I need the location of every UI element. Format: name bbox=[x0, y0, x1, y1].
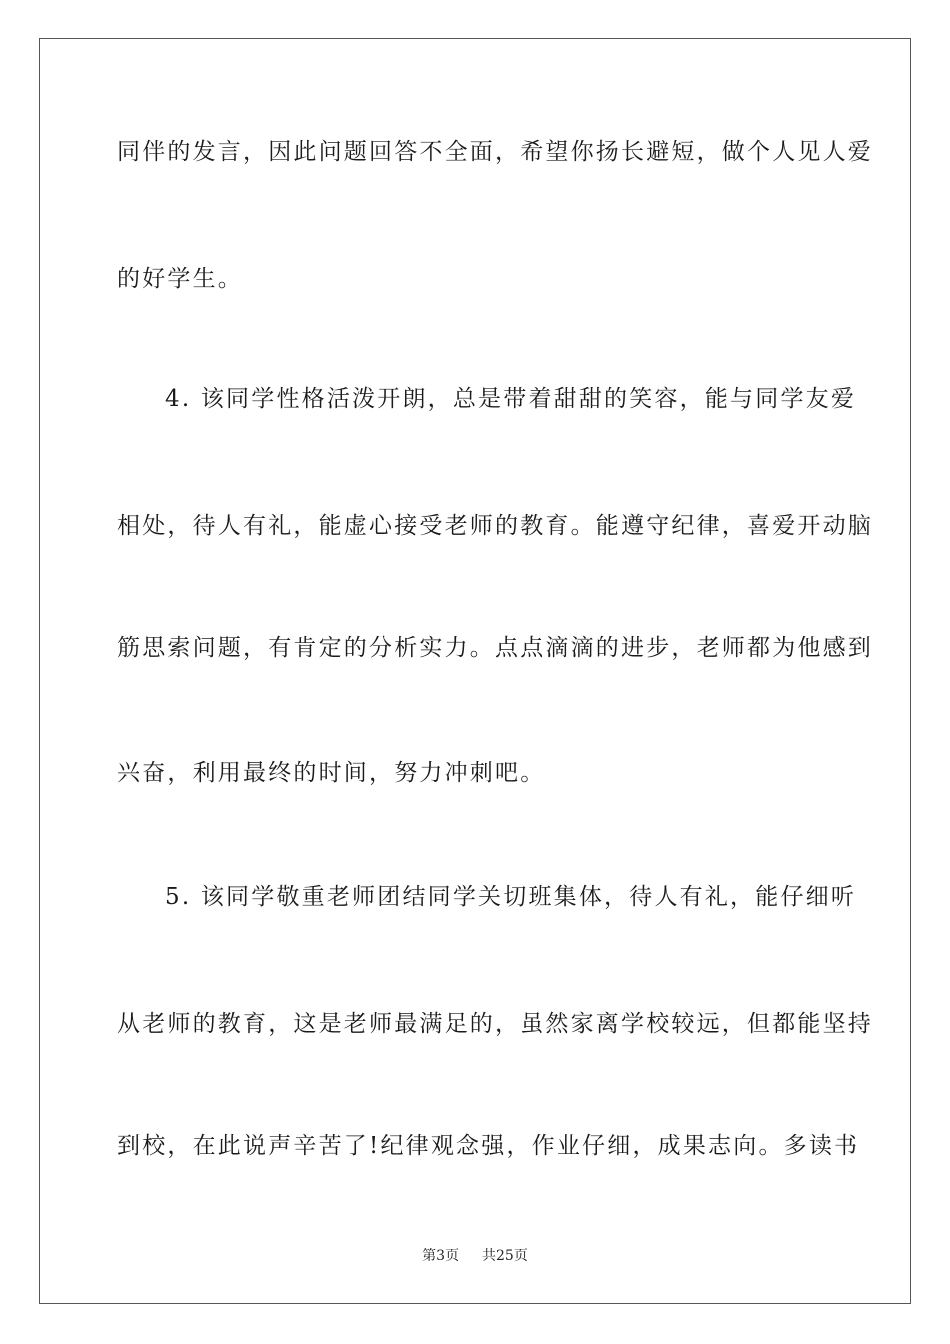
text-line: 4. 该同学性格活泼开朗，总是带着甜甜的笑容，能与同学友爱 bbox=[165, 386, 857, 412]
page-footer bbox=[0, 1246, 950, 1266]
text-line: 5. 该同学敬重老师团结同学关切班集体，待人有礼，能仔细听 bbox=[165, 884, 857, 910]
text-line: 的好学生。 bbox=[117, 266, 243, 292]
page-number: 第3页 bbox=[422, 1248, 460, 1264]
text-line: 同伴的发言，因此问题回答不全面，希望你扬长避短，做个人见人爱 bbox=[117, 139, 873, 165]
page-border bbox=[39, 38, 911, 1304]
text-line: 相处，待人有礼，能虚心接受老师的教育。能遵守纪律，喜爱开动脑 bbox=[117, 513, 873, 539]
page-total: 共25页 bbox=[482, 1248, 528, 1264]
text-line: 从老师的教育，这是老师最满足的，虽然家离学校较远，但都能坚持 bbox=[117, 1011, 873, 1037]
text-line: 到校，在此说声辛苦了!纪律观念强，作业仔细，成果志向。多读书 bbox=[117, 1133, 860, 1159]
text-line: 筋思索问题，有肯定的分析实力。点点滴滴的进步，老师都为他感到 bbox=[117, 635, 873, 661]
text-line: 兴奋，利用最终的时间，努力冲刺吧。 bbox=[117, 760, 546, 786]
